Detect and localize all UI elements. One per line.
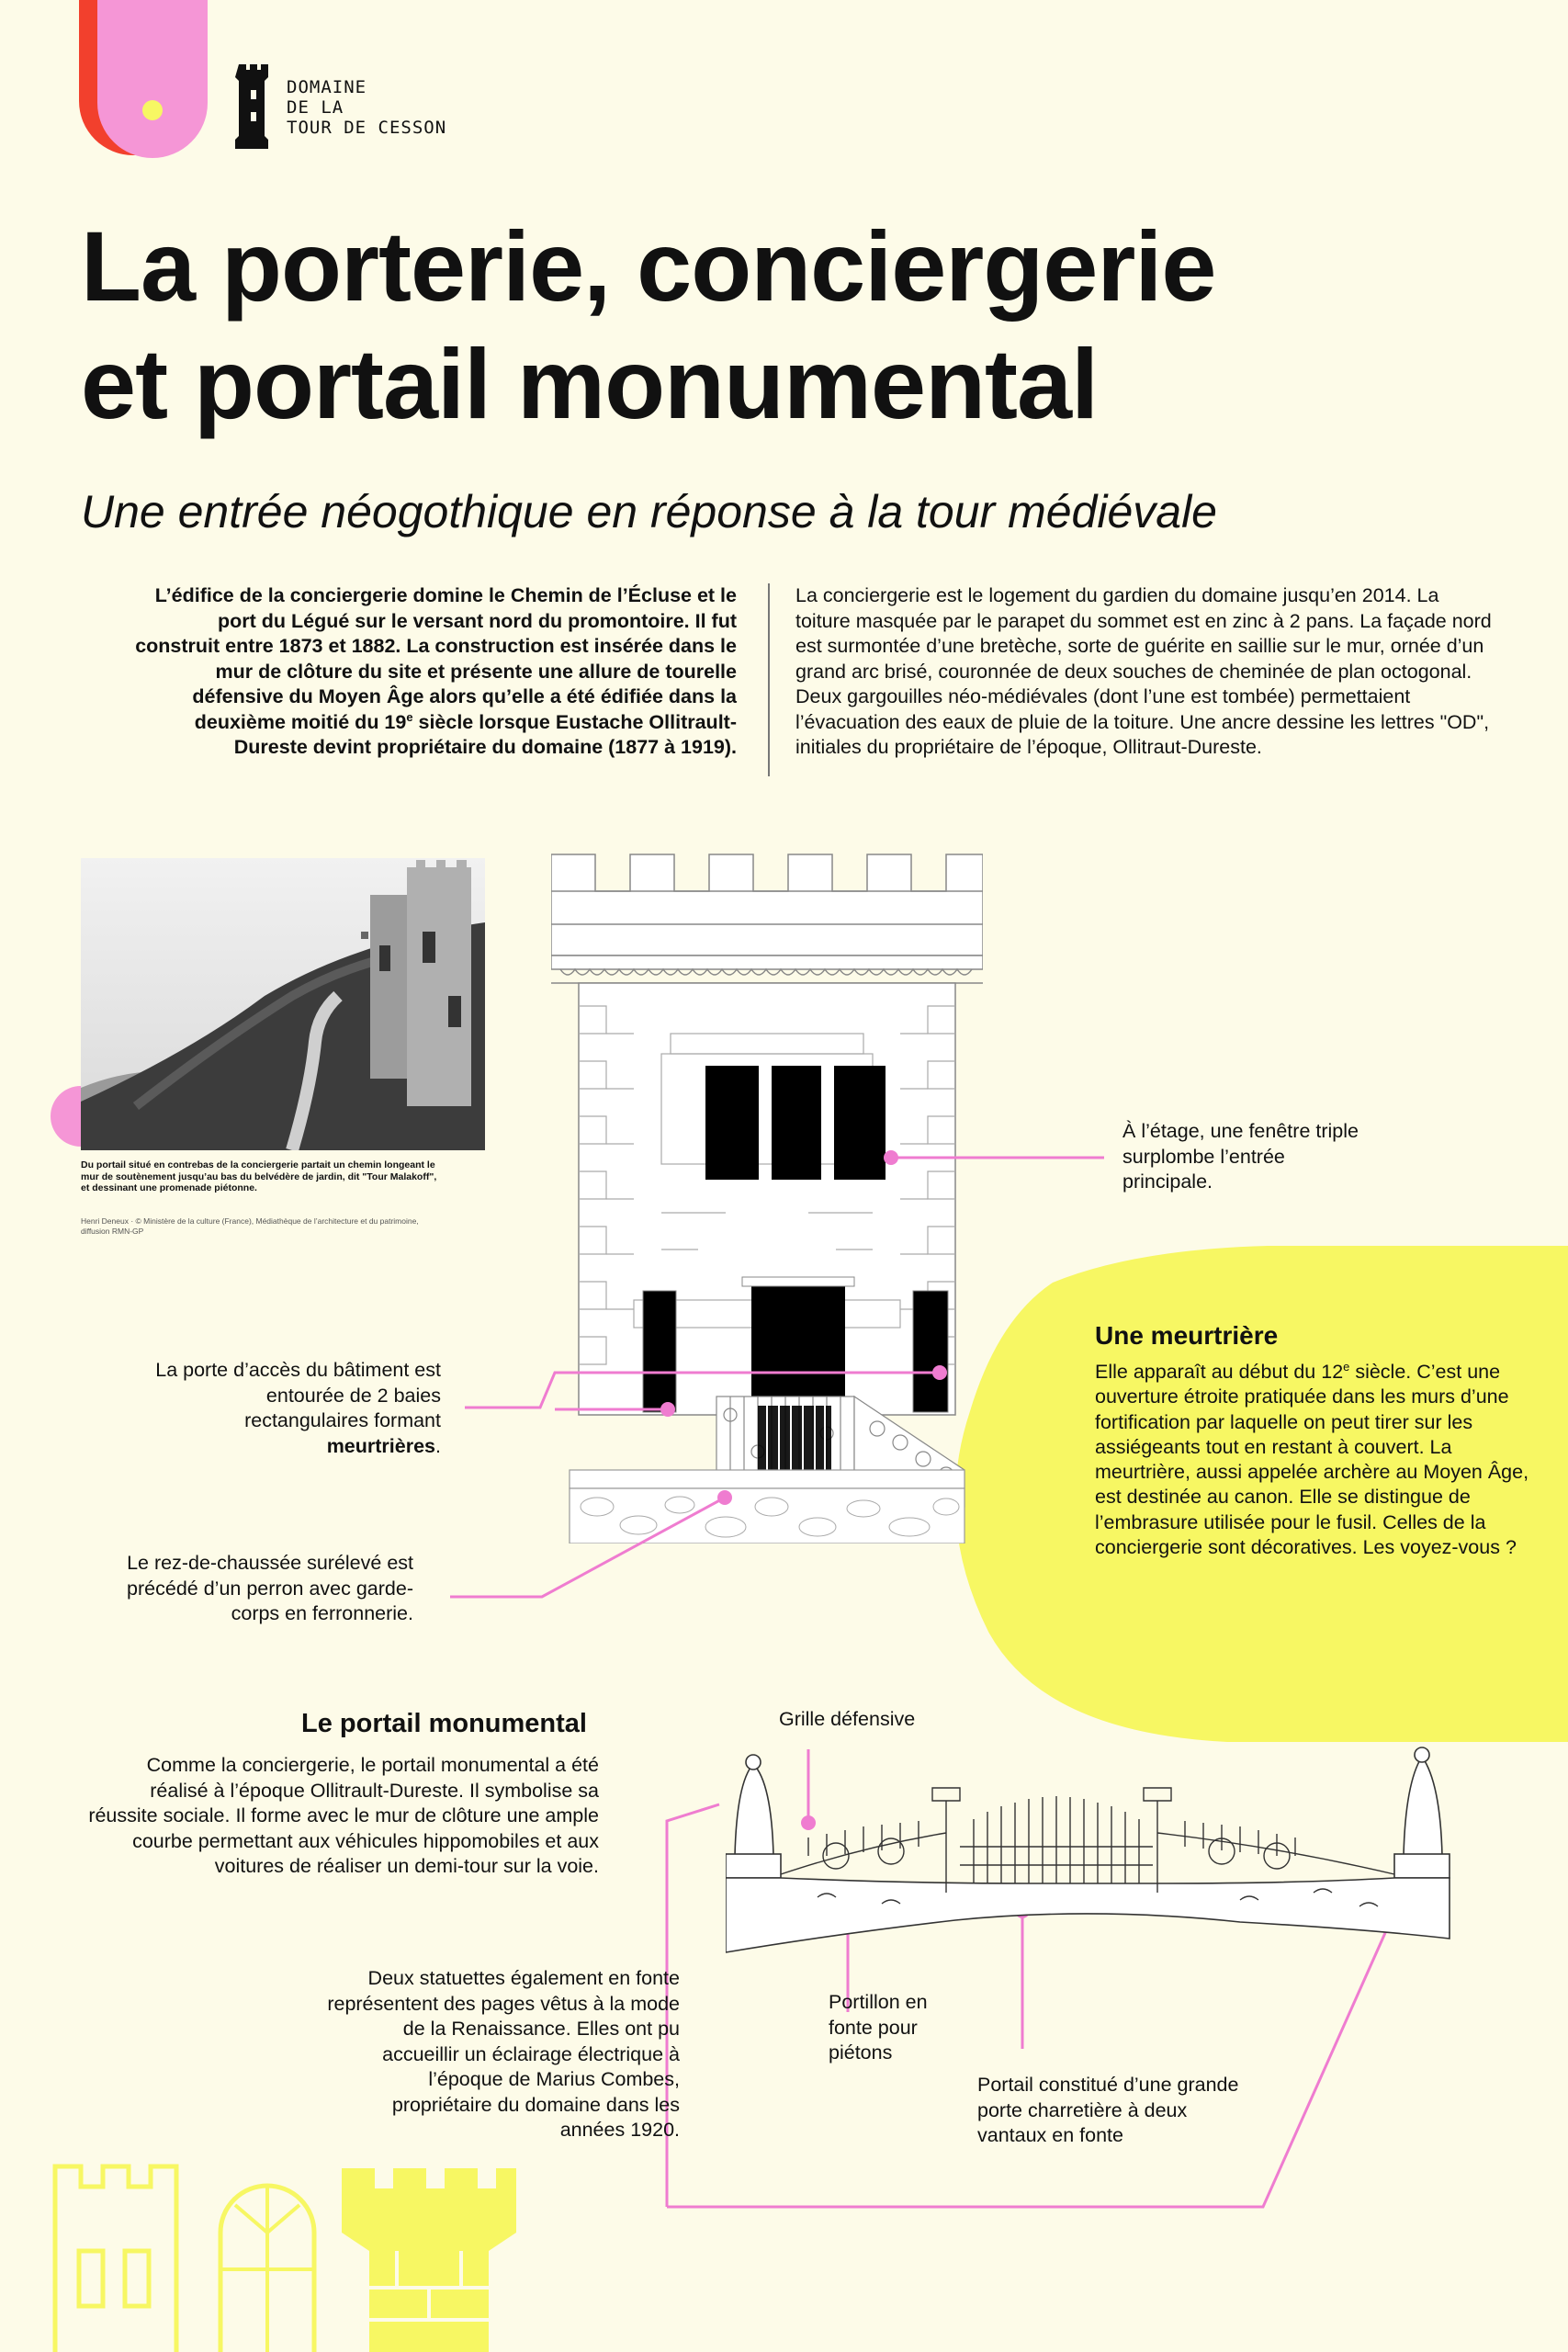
callout-porte-end: .: [435, 1434, 441, 1457]
superscript: e: [406, 709, 413, 724]
superscript: e: [1343, 1359, 1350, 1374]
statuettes-label: Deux statuettes également en fonte représentent des pages vêtus à la mode de la Renaissance. Elles ont pu accueillir un éclairage électrique à l’époque de Marius Combes, propriétaire du domaine dans les années 1920.: [327, 1967, 680, 2141]
portail-label: Portail constitué d’une grande porte charretière à deux vantaux en fonte: [977, 2074, 1239, 2146]
tower-solid-icon: [342, 2168, 516, 2352]
intro-right-text: La conciergerie est le logement du gardien du domaine jusqu’en 2014. La toiture masquée par le parapet du sommet est en zinc à 2 pans. La façade nord est surmontée d’une bretèche, sorte de guérite en saillie sur le mur, ornée d’un grand arc brisé, couronnée de deux souches de cheminée de plan octogonal. Deux gargouilles néo-médiévales (dont l’une est tombée) permettaient l’évacuation des eaux de pluie de la toiture. Une ancre dessine les lettres "OD", initiales du propriétaire de l’époque, Ollitraut-Dureste.: [795, 584, 1492, 758]
brand-line: DE LA: [287, 97, 344, 118]
brand-line: TOUR DE CESSON: [287, 118, 447, 138]
portail-drawing: [726, 1746, 1451, 1957]
tower-outline-icon: [51, 2159, 180, 2352]
photo-credit: Henri Deneux · © Ministère de la culture (France), Médiathèque de l’architecture et du patrimoine, diffusion RMN-GP: [81, 1216, 419, 1236]
callout-fenetre: À l’étage, une fenêtre triple surplombe l’entrée principale.: [1122, 1120, 1359, 1193]
photo-caption: Du portail situé en contrebas de la conciergerie partait un chemin longeant le mur de soutènement jusqu’au bas du belvédère de jardin, dit "Tour Malakoff", et dessinant une promenade piétonne.: [81, 1159, 437, 1193]
meurtriere-text: [1095, 1360, 1536, 1560]
meurtriere-text-part: Elle apparaît au début du 12: [1095, 1361, 1344, 1383]
subtitle: Une entrée néogothique en réponse à la tour médiévale: [81, 486, 1217, 537]
callout-porte: [138, 1358, 441, 1459]
meurtriere-title: Une meurtrière: [1095, 1321, 1279, 1350]
portail-text: Comme la conciergerie, le portail monumental a été réalisé à l’époque Ollitrault-Dureste. Il symbolise sa réussite sociale. Il forme avec le mur de clôture une ample courbe permettant aux véhicules hippomobiles et aux voitures de réaliser un demi-tour sur la voie.: [88, 1754, 599, 1877]
portillon-label: Portillon en fonte pour piétons: [829, 1991, 928, 2064]
title-line: et portail monumental: [81, 328, 1099, 439]
brand-line: DOMAINE: [287, 77, 367, 97]
grille-label: Grille défensive: [779, 1708, 916, 1730]
title-line: La porterie, conciergerie: [81, 210, 1216, 322]
intro-left-part: L’édifice de la conciergerie domine le Chemin de l’Écluse et le port du Légué sur le versant nord du promontoire. Il fut construit entre 1873 et 1882. La construction est insérée dans le mur de clôture du site et présente une allure de tourelle défensive du Moyen Âge alors qu’elle a été édifiée dans la deuxième moitié du 19: [135, 584, 737, 733]
intro-left-part: siècle lorsque Eustache Ollitrault-Dureste devint propriétaire du domaine (1877 à 1919).: [233, 710, 737, 758]
callout-rdc: Le rez-de-chaussée surélevé est précédé d’un perron avec garde-corps en ferronnerie.: [127, 1552, 413, 1624]
window-outline-icon: [217, 2177, 318, 2352]
portail-title: Le portail monumental: [301, 1709, 587, 1738]
callout-porte-bold: meurtrières: [326, 1434, 436, 1457]
callout-porte-text: La porte d’accès du bâtiment est entourée de 2 baies rectangulaires formant: [155, 1359, 441, 1431]
meurtriere-text-part: siècle. C’est une ouverture étroite pratiquée dans les murs d’une fortification par laquelle on peut tirer sur les assiégeants tout en restant à couvert. La meurtrière, aussi appelée archère au Moyen Âge, est destinée au canon. Elle se distingue de l’embrasure utilisée pour le fusil. Celles de la conciergerie sont décoratives. Les voyez-vous ?: [1095, 1361, 1529, 1559]
